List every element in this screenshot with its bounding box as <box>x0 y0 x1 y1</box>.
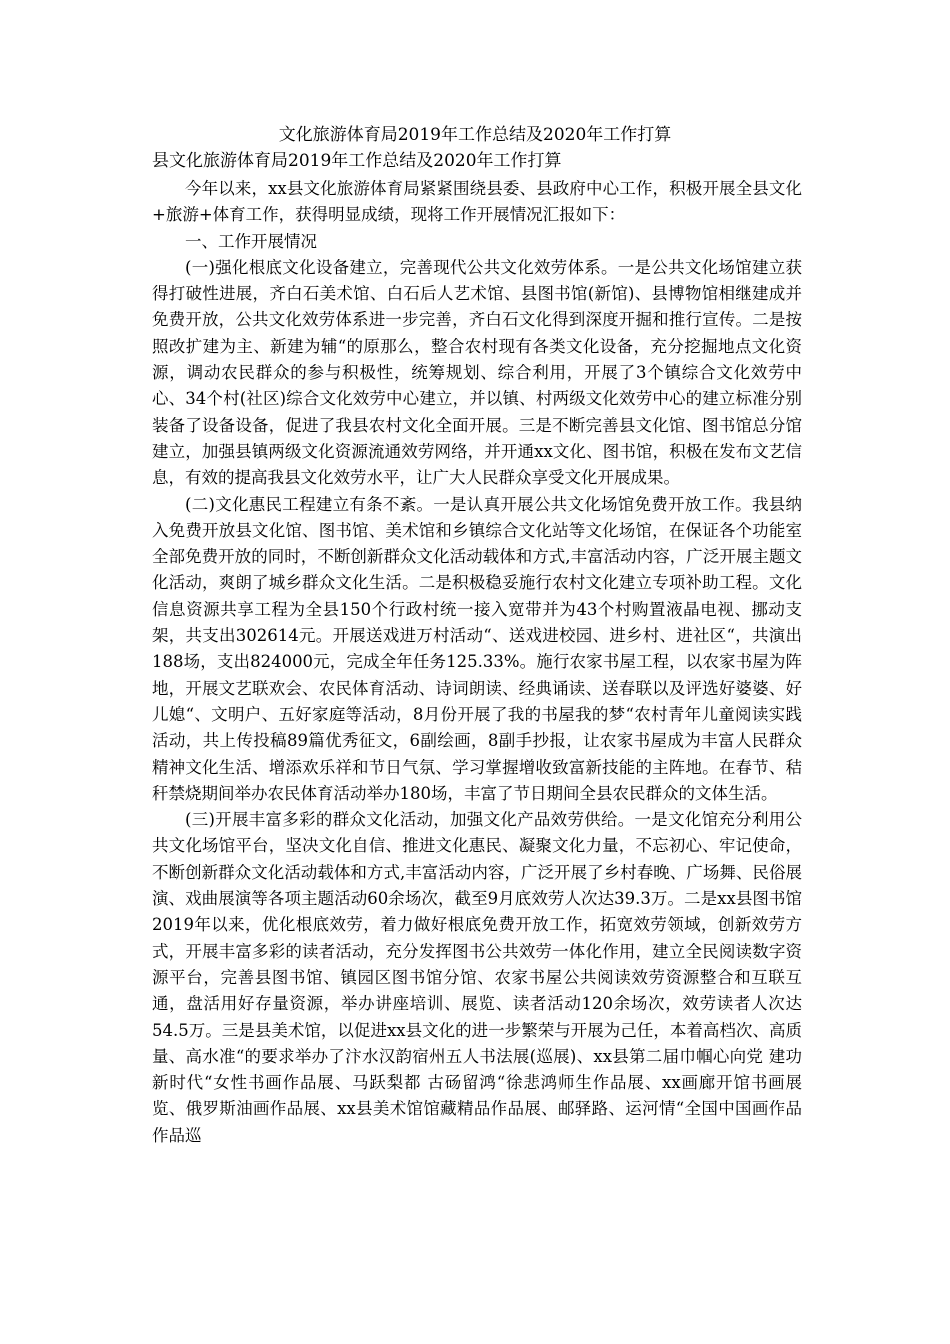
intro-paragraph: 今年以来，xx县文化旅游体育局紧紧围绕县委、县政府中心工作，积极开展全县文化+旅游+体育工作，获得明显成绩，现将工作开展情况汇报如下： <box>152 179 802 225</box>
document-title: 文化旅游体育局2019年工作总结及2020年工作打算 <box>278 125 672 145</box>
document-subtitle: 县文化旅游体育局2019年工作总结及2020年工作打算 <box>152 151 562 171</box>
body-paragraph: (一)强化根底文化设备建立，完善现代公共文化效劳体系。一是公共文化场馆建立获得打破性进展，齐白石美术馆、白石后人艺术馆、县图书馆(新馆)、县博物馆相继建成并免费开放，公共文化效劳体系进一步完善，齐白石文化得到深度开掘和推行宣传。二是按照改扩建为主、新建为辅“的原那么，整合农村现有各类文化设备，充分挖掘地点文化资源，调动农民群众的参与积极性，统筹规划、综合利用，开展了3个镇综合文化效劳中心、34个村(社区)综合文化效劳中心建立，并以镇、村两级文化效劳中心的建立标准分别装备了设备设备，促进了我县农村文化全面开展。三是不断完善县文化馆、图书馆总分馆建立，加强县镇两级文化资源流通效劳网络，并开通xx文化、图书馆，积极在发布文艺信息，有效的提高我县文化效劳水平，让广大人民群众享受文化开展成果。 <box>152 257 802 488</box>
section-heading: 一、工作开展情况 <box>185 231 317 251</box>
body-paragraph: (三)开展丰富多彩的群众文化活动，加强文化产品效劳供给。一是文化馆充分利用公共文化场馆平台，坚决文化自信、推进文化惠民、凝聚文化力量，不忘初心、牢记使命，不断创新群众文化活动载体和方式,丰富活动内容，广泛开展了乡村春晚、广场舞、民俗展演、戏曲展演等各项主题活动60余场次，截至9月底效劳人次达39.3万。二是xx县图书馆2019年以来，优化根底效劳，着力做好根底免费开放工作，拓宽效劳领域，创新效劳方式，开展丰富多彩的读者活动，充分发挥图书公共效劳一体化作用，建立全民阅读数字资源平台，完善县图书馆、镇园区图书馆分馆、农家书屋公共阅读效劳资源整合和互联互通，盘活用好存量资源，举办讲座培训、展览、读者活动120余场次，效劳读者人次达54.5万。三是县美术馆，以促进xx县文化的进一步繁荣与开展为己任，本着高档次、高质量、高水准“的要求举办了汴水汉韵宿州五人书法展(巡展)、xx县第二届巾帼心向党 建功新时代“女性书画作品展、马跃梨都 古砀留鸿“徐悲鸿师生作品展、xx画廊开馆书画展览、俄罗斯油画作品展、xx县美术馆馆藏精品作品展、邮驿路、运河情“全国中国画作品作品巡 <box>152 810 802 1145</box>
document-body <box>152 176 802 1149</box>
body-paragraph: (二)文化惠民工程建立有条不紊。一是认真开展公共文化场馆免费开放工作。我县纳入免费开放县文化馆、图书馆、美术馆和乡镇综合文化站等文化场馆，在保证各个功能室全部免费开放的同时，不断创新群众文化活动载体和方式,丰富活动内容，广泛开展主题文化活动，爽朗了城乡群众文化生活。二是积极稳妥施行农村文化建立专项补助工程。文化信息资源共享工程为全县150个行政村统一接入宽带并为43个村购置液晶电视、挪动支架，共支出302614元。开展送戏进万村活动“、送戏进校园、进乡村、进社区“，共演出188场，支出824000元，完成全年任务125.33%。施行农家书屋工程，以农家书屋为阵地，开展文艺联欢会、农民体育活动、诗词朗读、经典诵读、送春联以及评选好婆婆、好儿媳“、文明户、五好家庭等活动，8月份开展了我的书屋我的梦“农村青年儿童阅读实践活动，共上传投稿89篇优秀征文，6副绘画，8副手抄报，让农家书屋成为丰富人民群众精神文化生活、增添欢乐祥和节日气氛、学习掌握增收致富新技能的主阵地。在春节、秸秆禁烧期间举办农民体育活动举办180场，丰富了节日期间全县农民群众的文体生活。 <box>152 494 802 803</box>
